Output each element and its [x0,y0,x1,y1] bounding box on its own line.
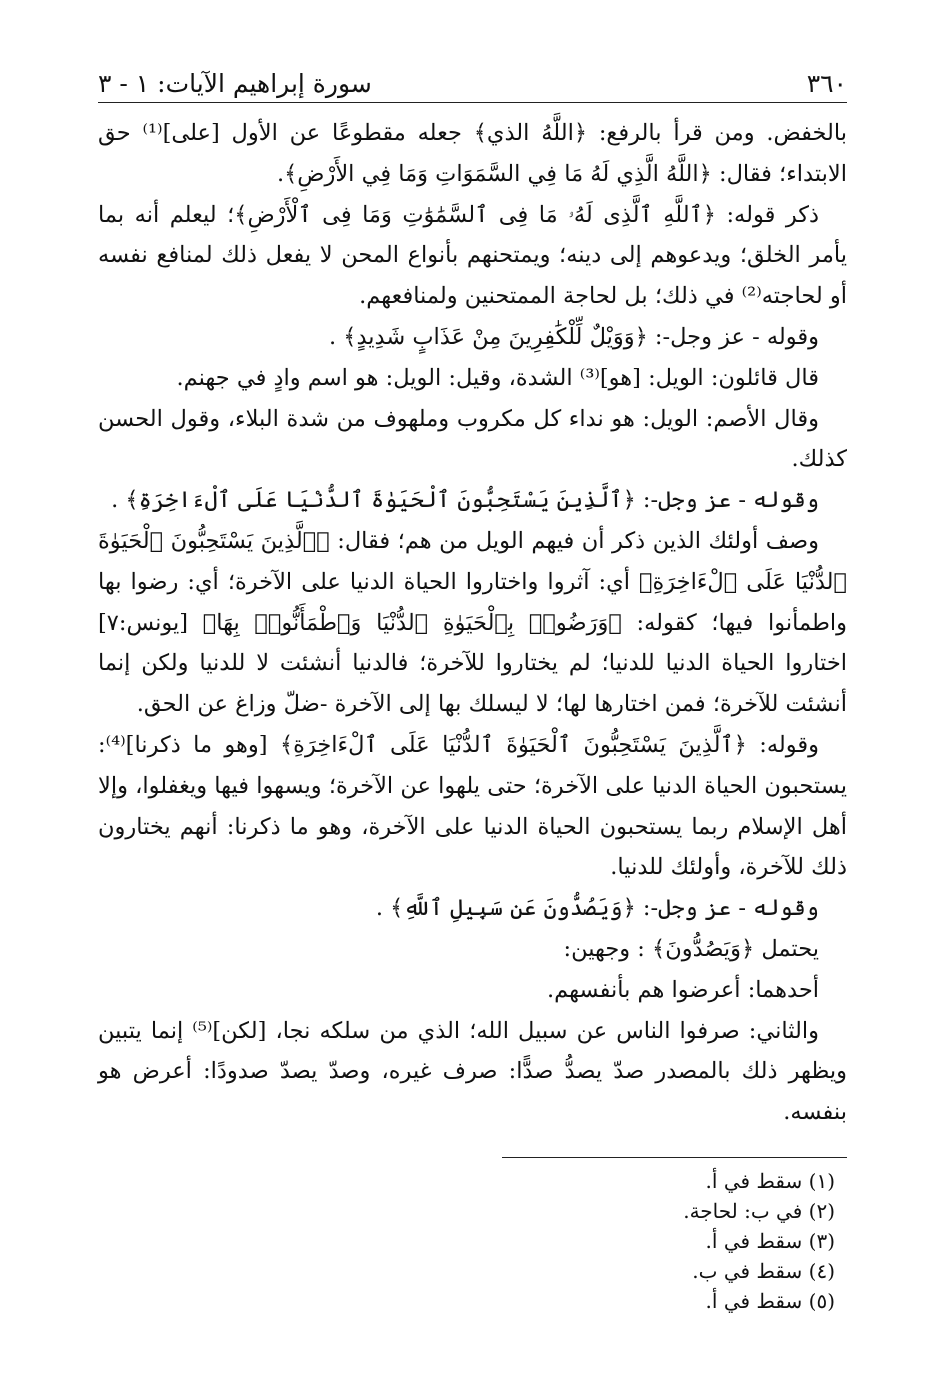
footnote: (٥) سقط في أ. [705,1288,835,1313]
paragraph: والثاني: صرفوا الناس عن سبيل الله؛ الذي من سلكه نجا، [لكن]⁽⁵⁾ إنما يتبين ويظهر ذلك بالمصدر صدّ يصدُّ صدًّا: صرف غيره، وصدّ يصدّ صدودًا: أعرض هو بنفسه. [98,1017,847,1126]
paragraph: وقوله - عز وجل-: ﴿ٱلَّذِينَ يَسْتَحِبُّونَ ٱلْحَيَوٰةَ ٱلدُّنْيَا عَلَى ٱلْءَاخِرَةِ﴾ . [111,487,819,514]
footnote: (٣) سقط في أ. [705,1228,835,1253]
paragraph: وقوله - عز وجل-: ﴿وَوَيْلٌ لِّلْكَٰفِرِينَ مِنْ عَذَابٍ شَدِيدٍ﴾ . [328,323,819,350]
paragraph: ذكر قوله: ﴿ٱللَّهِ ٱلَّذِى لَهُۥ مَا فِى ٱلسَّمَٰوَٰتِ وَمَا فِى ٱلْأَرْضِ﴾؛ ليعلم أنه بما يأمر الخلق؛ ويدعوهم إلى دينه؛ ويمتحنهم بأنواع المحن لا يفعل ذلك لمنافع نفسه أو لحاجته⁽²⁾ في ذلك؛ بل لحاجة الممتحنين ولمنافعهم. [98,201,847,310]
paragraph: وقوله: ﴿ٱلَّذِينَ يَسْتَحِبُّونَ ٱلْحَيَوٰةَ ٱلدُّنْيَا عَلَى ٱلْءَاخِرَةِ﴾ [وهو ما ذكرنا]⁽⁴⁾: يستحبون الحياة الدنيا على الآخرة؛ حتى يلهوا عن الآخرة؛ ويسهوا فيها ويغفلوا، وإلا أهل الإسلام ربما يستحبون الحياة الدنيا على الآخرة، وهو ما ذكرنا: أنهم يختارون ذلك للآخرة، وأولئك للدنيا. [98,731,847,881]
page-number: ٣٦٠ [806,69,847,98]
footnote: (٤) سقط في ب. [692,1258,835,1283]
page-header [98,62,847,98]
paragraph: أحدهما: أعرضوا هم بأنفسهم. [547,976,819,1003]
header-rule [98,102,847,103]
paragraph: وصف أولئك الذين ذكر أن فيهم الويل من هم؛ فقال: ﴿ٱلَّذِينَ يَسْتَحِبُّونَ ٱلْحَيَوٰةَ ٱلدُّنْيَا عَلَى ٱلْءَاخِرَةِ﴾ أي: آثروا واختاروا الحياة الدنيا على الآخرة؛ أي: رضوا بها واطمأنوا فيها؛ كقوله: ﴿وَرَضُوا۟ بِٱلْحَيَوٰةِ ٱلدُّنْيَا وَٱطْمَأَنُّوا۟ بِهَا﴾ [يونس:٧] اختاروا الحياة الدنيا للدنيا؛ لم يختاروا للآخرة؛ فالدنيا أنشئت لا للدنيا ولكن إنما أنشئت للآخرة؛ فمن اختارها لها؛ لا ليسلك بها إلى الآخرة -ضلّ وزاغ عن الحق. [98,527,847,718]
footnote: (٢) في ب: لحاجة. [683,1198,835,1223]
paragraph: وقوله - عز وجل-: ﴿وَيَصُدُّونَ عَن سَبِيلِ ٱللَّهِ﴾ . [375,895,819,922]
footnote: (١) سقط في أ. [705,1168,835,1193]
footnotes [98,1166,847,1316]
main-text [98,113,847,1133]
surah-title: سورة إبراهيم الآيات: ١ - ٣ [98,69,372,98]
paragraph: يحتمل ﴿وَيَصُدُّونَ﴾ : وجهين: [563,935,819,962]
footnote-rule [502,1157,847,1158]
paragraph: قال قائلون: الويل: [هو]⁽³⁾ الشدة، وقيل: الويل: هو اسم وادٍ في جهنم. [176,364,819,391]
paragraph: وقال الأصم: الويل: هو نداء كل مكروب وملهوف من شدة البلاء، وقول الحسن كذلك. [98,405,847,473]
paragraph: بالخفض. ومن قرأ بالرفع: ﴿اللَّهُ الذي﴾ جعله مقطوعًا عن الأول [على]⁽¹⁾ حق الابتداء؛ فقال: ﴿اللَّهُ الَّذِي لَهُ مَا فِي السَّمَوَاتِ وَمَا فِي الأَرْضِ﴾. [98,120,847,187]
